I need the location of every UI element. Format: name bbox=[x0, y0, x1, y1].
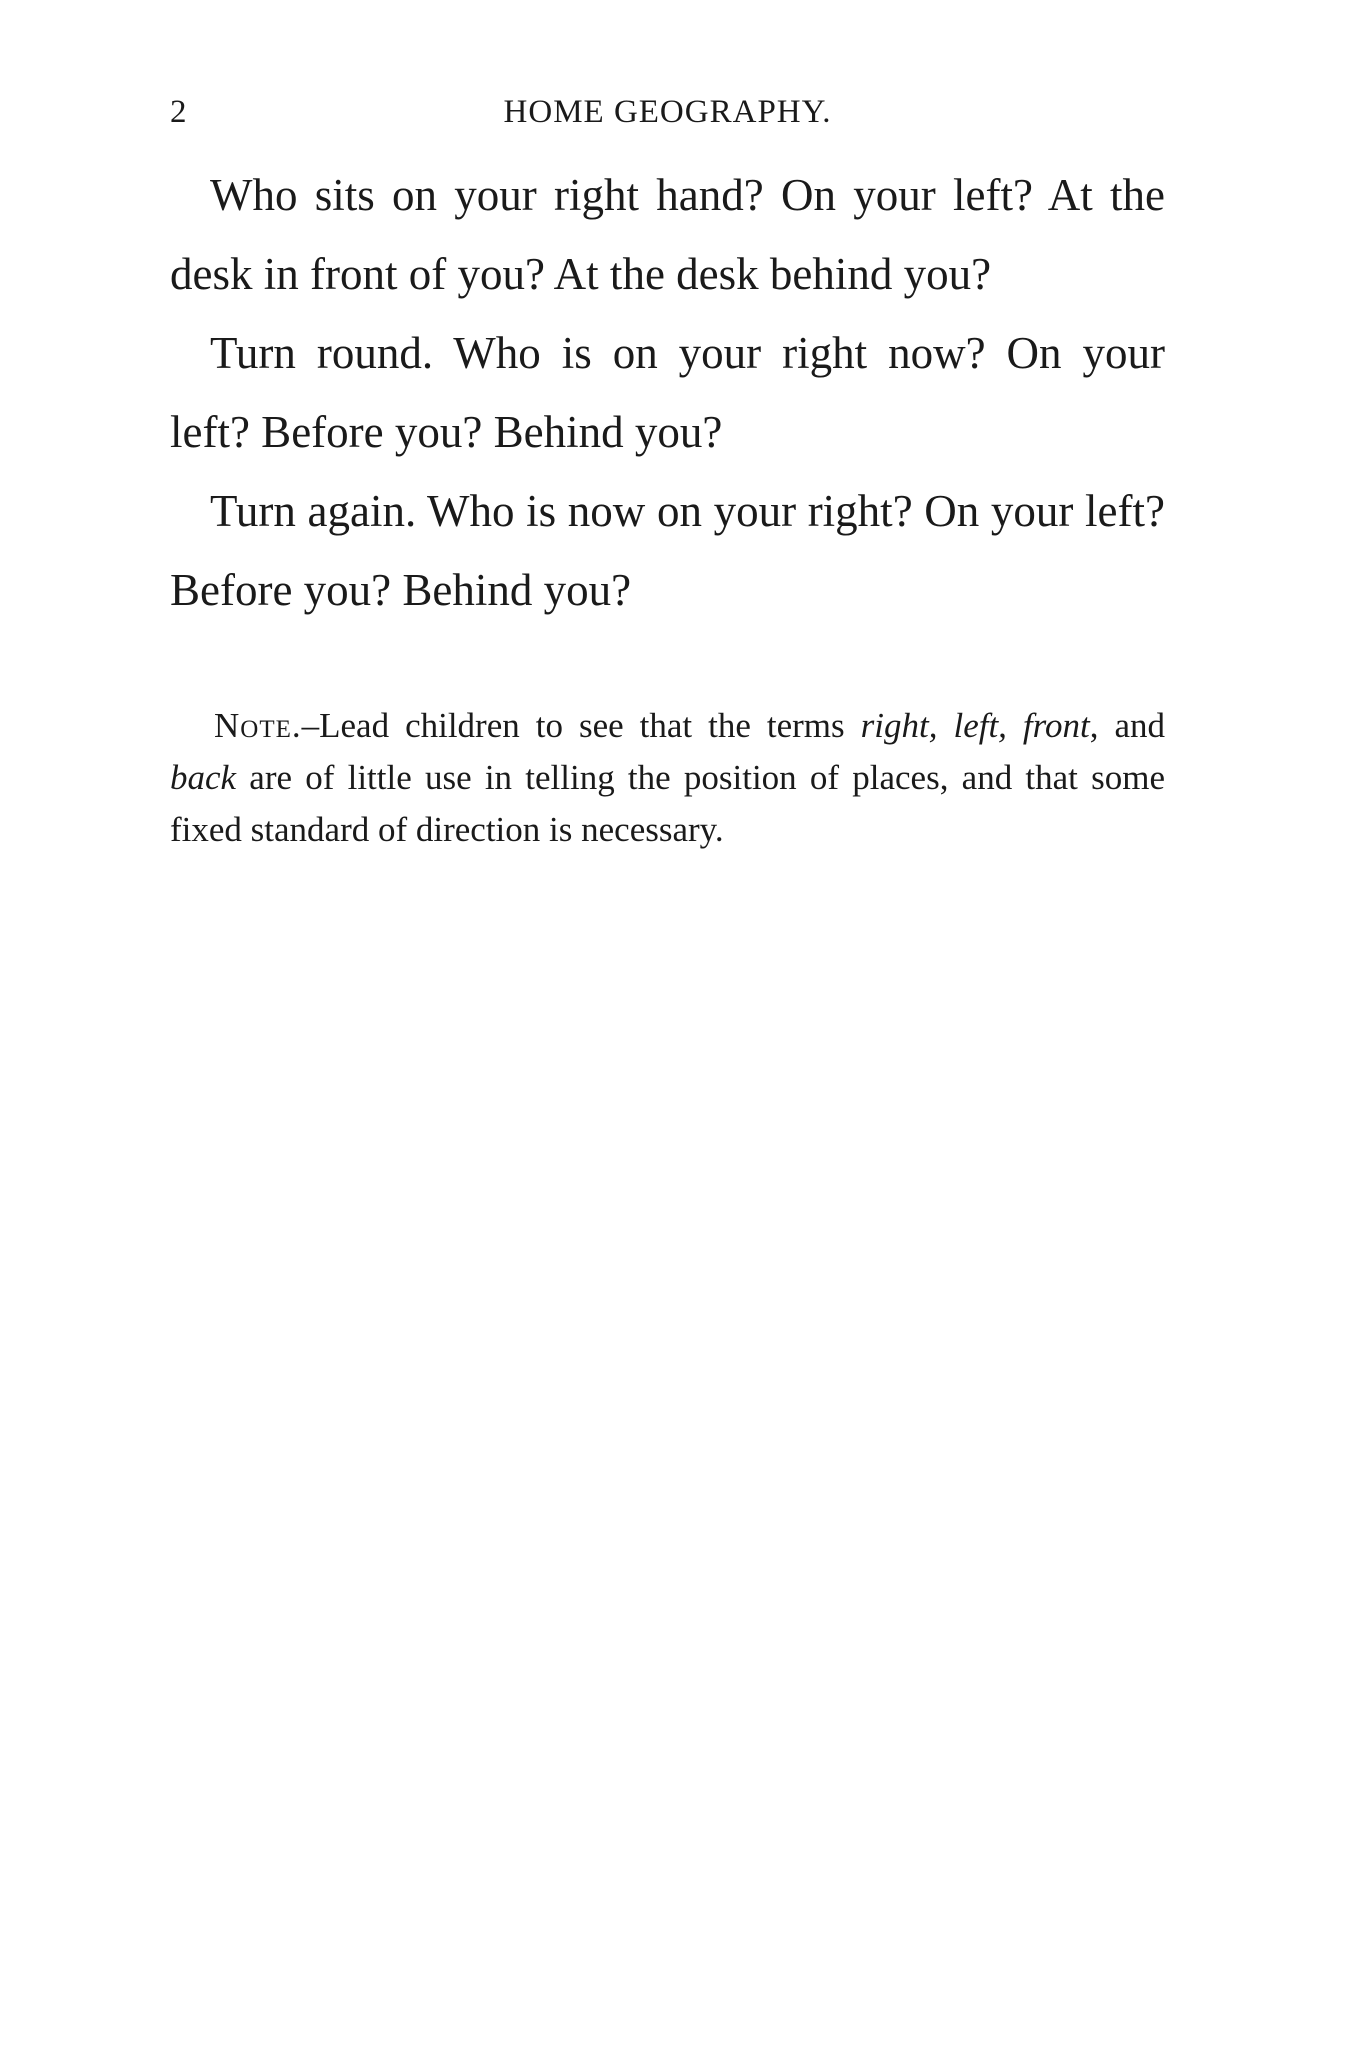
page-number: 2 bbox=[170, 94, 187, 130]
paragraph: Who sits on your right hand? On your left? At the desk in front of you? At the desk behind you? bbox=[170, 170, 1165, 299]
note-italic-terms: right, left, front bbox=[860, 706, 1090, 745]
note-italic-term: back bbox=[170, 758, 237, 797]
teacher-note bbox=[170, 700, 1165, 856]
note-text-part: , and bbox=[1089, 706, 1165, 745]
note-text-part: are of little use in telling the position of places, and that some fixed standard of direction is necessary. bbox=[170, 758, 1165, 849]
main-text bbox=[170, 156, 1165, 630]
note-label: Note. bbox=[214, 706, 302, 745]
paragraph: Turn again. Who is now on your right? On your left? Before you? Behind you? bbox=[170, 486, 1165, 615]
paragraph: Turn round. Who is on your right now? On your left? Before you? Behind you? bbox=[170, 328, 1165, 457]
note-text bbox=[170, 706, 1165, 849]
note-text-part: Lead children to see that the terms bbox=[319, 706, 861, 745]
running-title: HOME GEOGRAPHY. bbox=[503, 94, 832, 130]
note-dash: – bbox=[301, 706, 320, 745]
running-head bbox=[170, 92, 1165, 132]
